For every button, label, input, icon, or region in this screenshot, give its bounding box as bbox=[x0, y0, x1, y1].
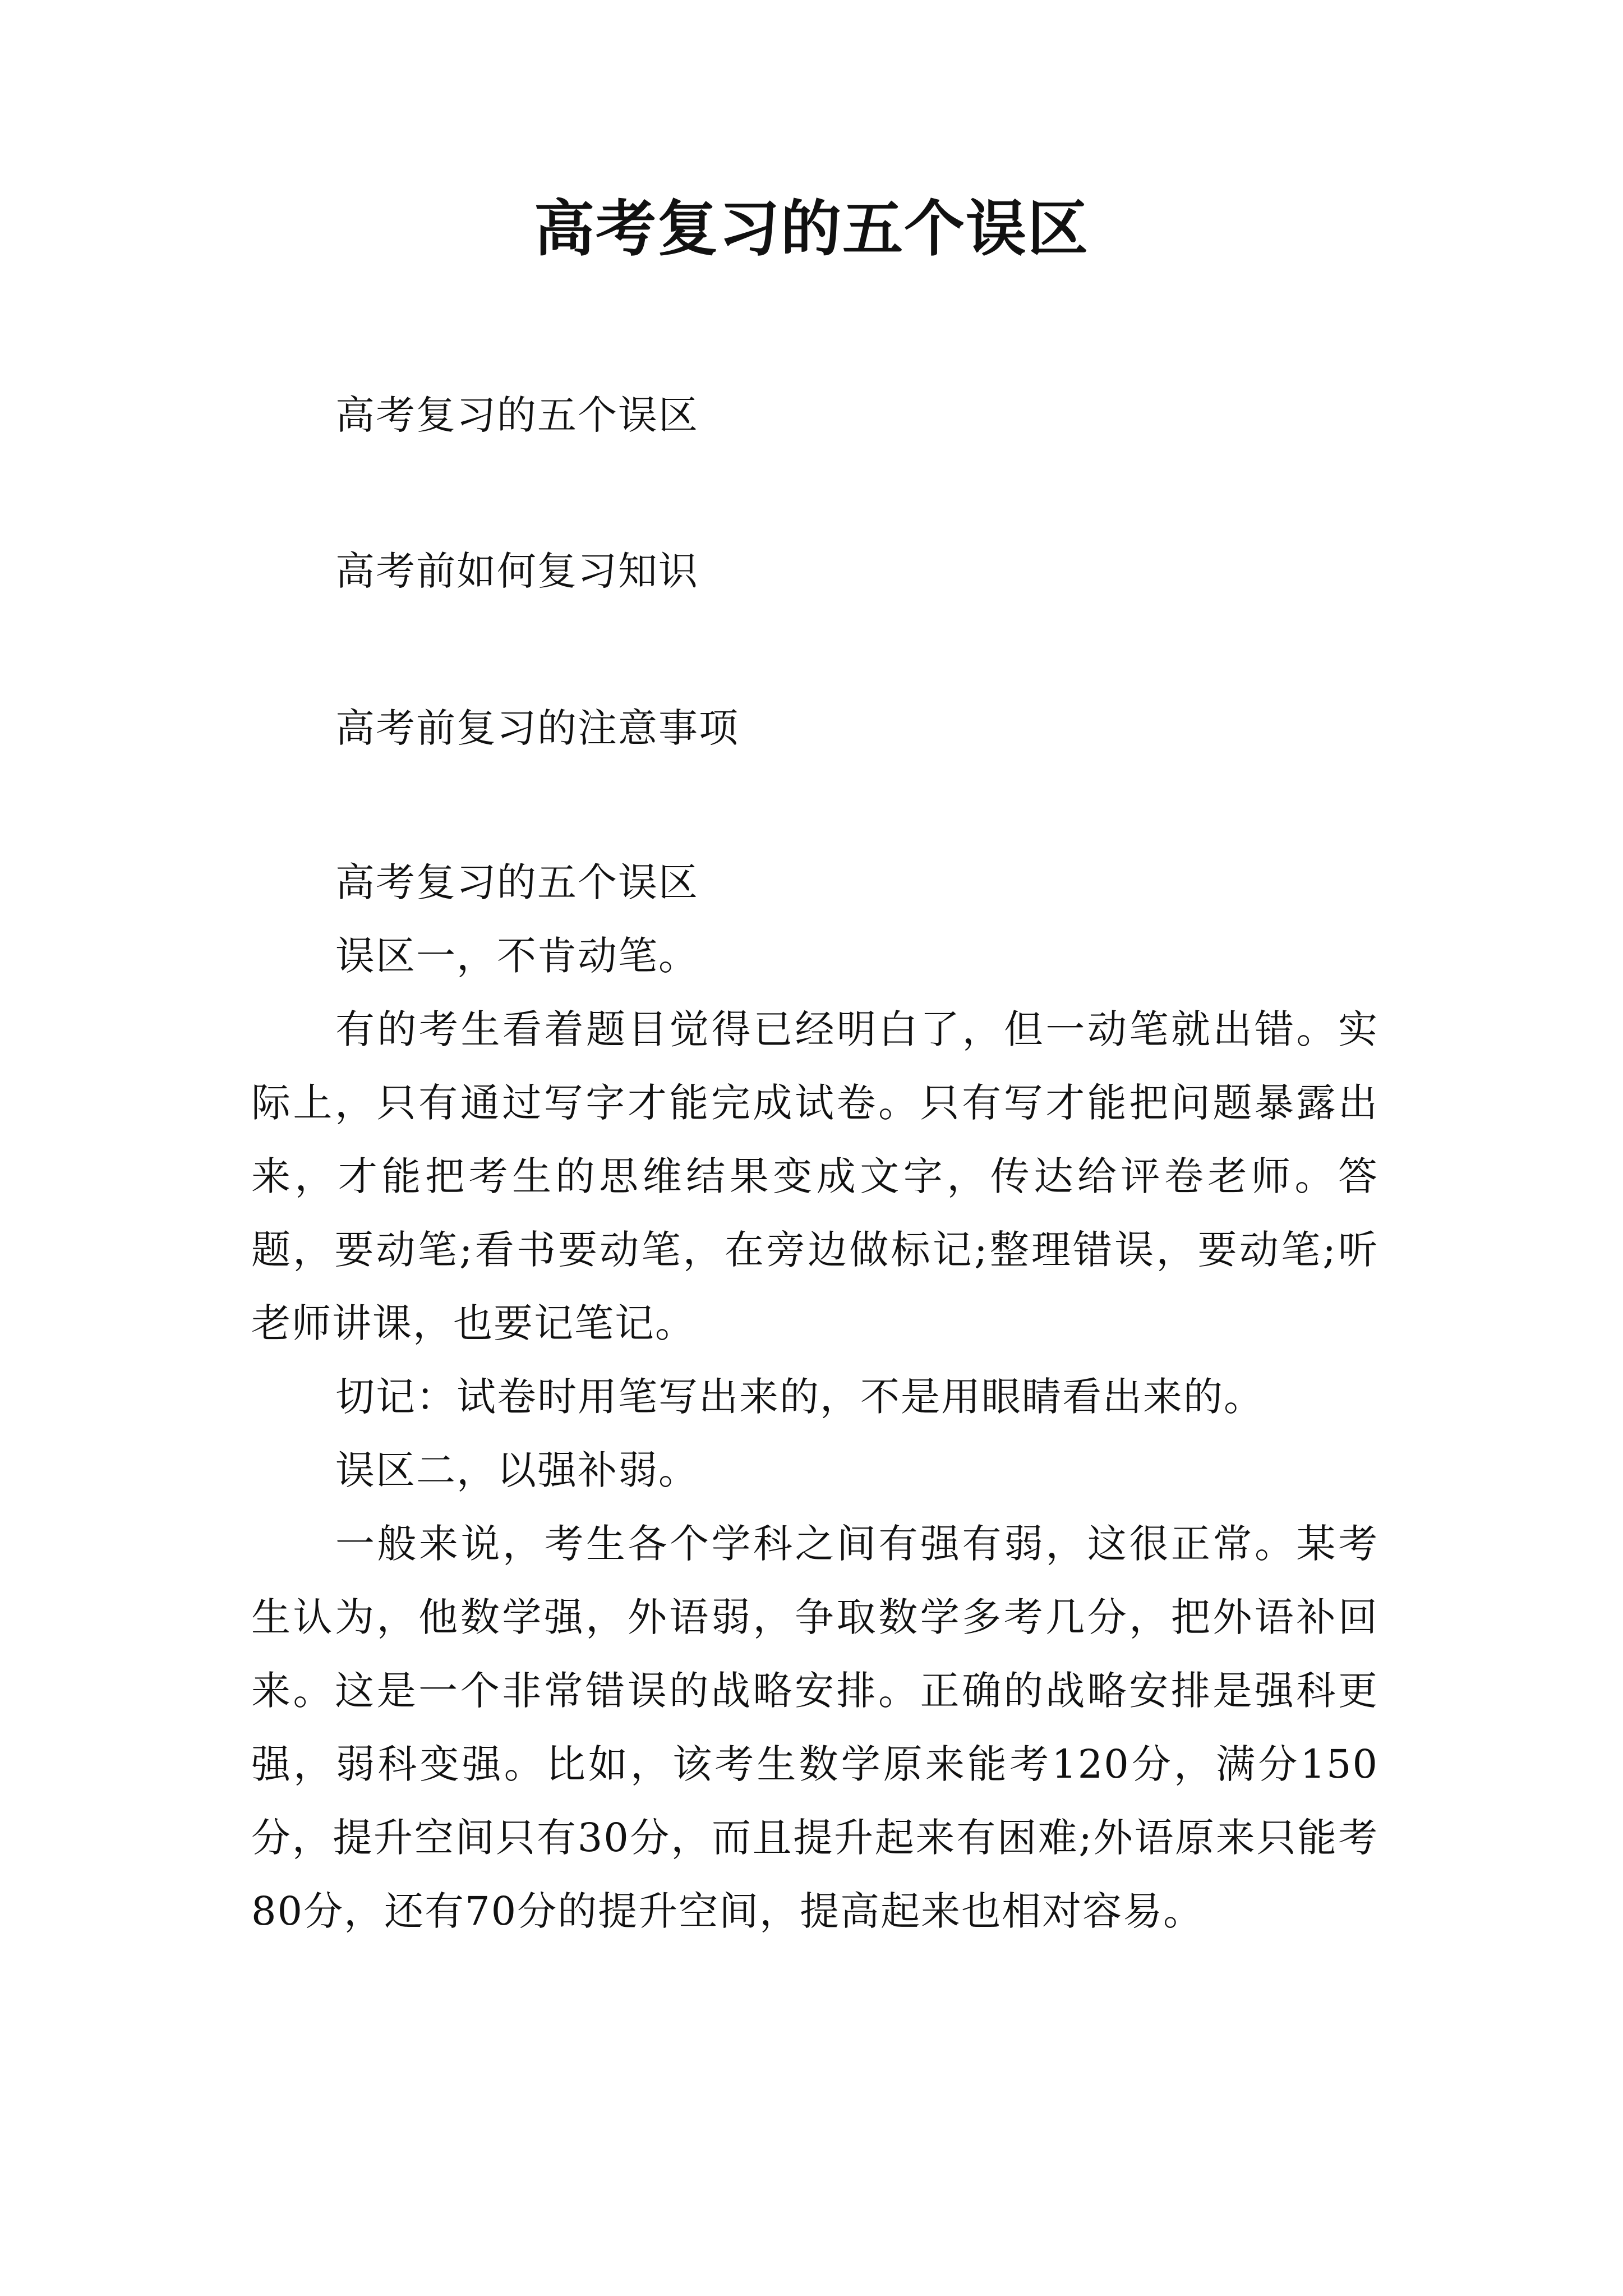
document-body bbox=[251, 846, 1378, 1948]
body-paragraph: 一般来说，考生各个学科之间有强有弱，这很正常。某考生认为，他数学强，外语弱，争取数学多考几分，把外语补回来。这是一个非常错误的战略安排。正确的战略安排是强科更强，弱科变强。比如，该考生数学原来能考120分，满分150分，提升空间只有30分，而且提升起来有困难;外语原来只能考80分，还有70分的提升空间，提高起来也相对容易。 bbox=[251, 1521, 1378, 1934]
body-paragraph: 有的考生看着题目觉得已经明白了，但一动笔就出错。实际上，只有通过写字才能完成试卷。只有写才能把问题暴露出来，才能把考生的思维结果变成文字，传达给评卷老师。答题，要动笔;看书要动笔，在旁边做标记;整理错误，要动笔;听老师讲课，也要记笔记。 bbox=[251, 1006, 1378, 1346]
body-paragraph: 切记：试卷时用笔写出来的，不是用眼睛看出来的。 bbox=[335, 1374, 1264, 1420]
misconception-heading: 误区二，以强补弱。 bbox=[335, 1447, 699, 1493]
document-title: 高考复习的五个误区 bbox=[533, 194, 1089, 264]
toc-item: 高考复习的五个误区 bbox=[335, 392, 699, 438]
section-heading: 高考复习的五个误区 bbox=[335, 859, 699, 905]
misconception-heading: 误区一，不肯动笔。 bbox=[335, 933, 699, 979]
toc-item: 高考前复习的注意事项 bbox=[335, 705, 739, 751]
toc-item: 高考前如何复习知识 bbox=[335, 548, 699, 594]
